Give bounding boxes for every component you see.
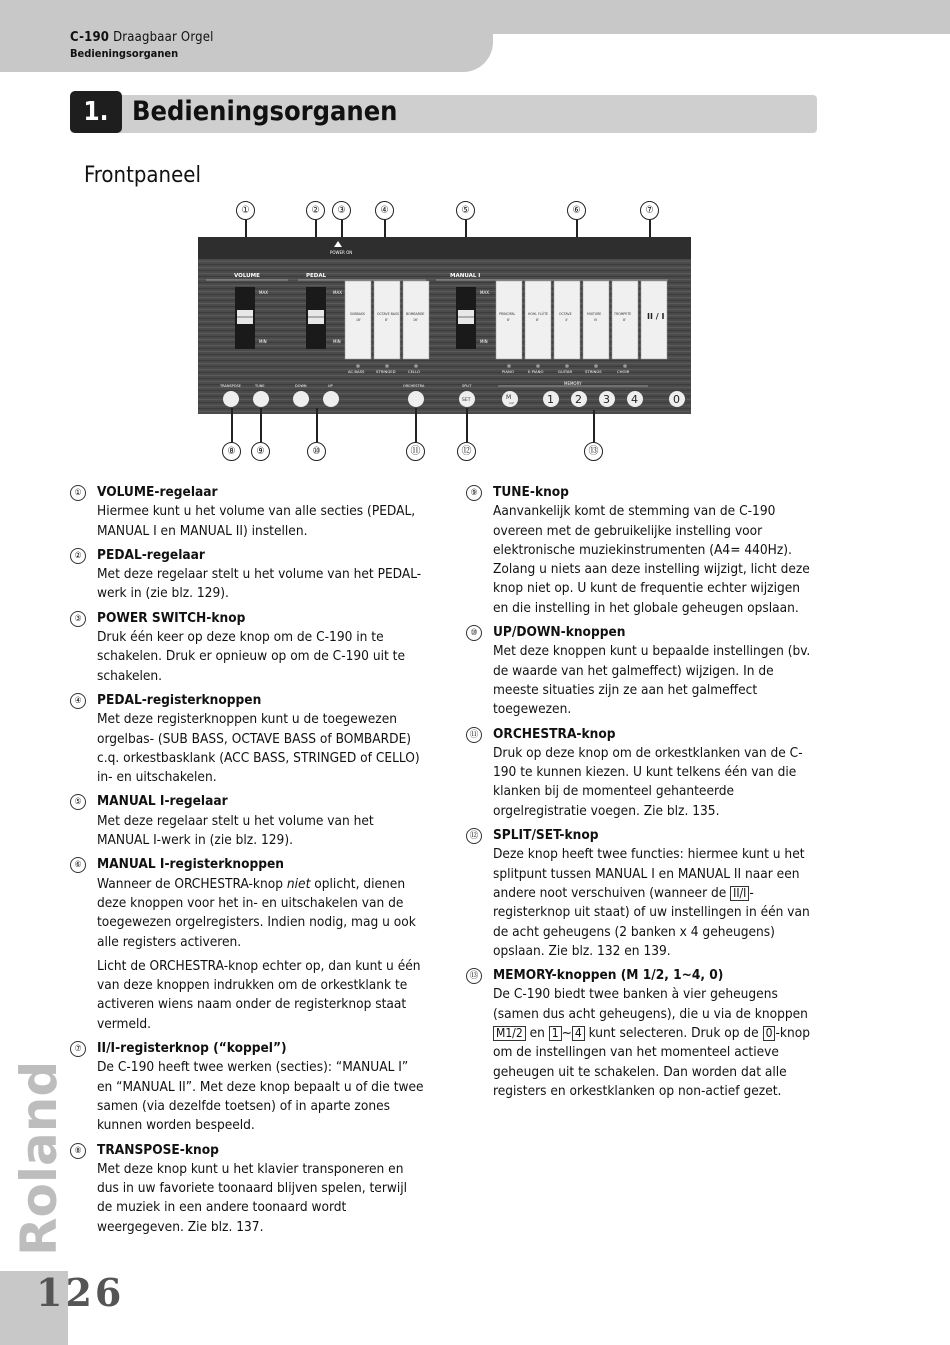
callout-3: ③: [332, 201, 351, 220]
svg-text:PRINCIPAL: PRINCIPAL: [499, 312, 516, 316]
svg-text:STRINGS: STRINGS: [585, 369, 602, 374]
svg-text:HOHL FLÖTE: HOHL FLÖTE: [528, 312, 549, 316]
item-orchestra: ⑪ ORCHESTRA-knop Druk op deze knop om de orkestklanken van de C-190 te kunnen kiezen. U kunt telkens één van die klanken bij de momenteel gehanteerde orgelregistratie voegen. Zie blz. 135.: [466, 725, 818, 821]
item-power: ③ POWER SWITCH-knop Druk één keer op deze knop om de C-190 in te schakelen. Druk er opnieuw op om de C-190 uit te schakelen.: [70, 609, 425, 686]
callout-7: ⑦: [640, 201, 659, 220]
svg-text:UP: UP: [328, 384, 333, 388]
page-number: 126: [36, 1270, 125, 1315]
callout-line-12: [466, 408, 468, 442]
svg-text:BOMBARDE: BOMBARDE: [406, 312, 425, 316]
svg-text:MEMORY: MEMORY: [564, 381, 582, 386]
front-panel-illustration: [198, 237, 691, 414]
svg-text:DOWN: DOWN: [295, 384, 307, 388]
right-column: [466, 483, 818, 1106]
svg-text:IV: IV: [594, 318, 598, 322]
down-button[interactable]: [293, 391, 309, 407]
left-column: [70, 483, 425, 1242]
transpose-button[interactable]: [223, 391, 239, 407]
pedal-register-tabs: [345, 281, 429, 359]
callout-line-8: [231, 408, 233, 442]
item-split-set: ⑫ SPLIT/SET-knop Deze knop heeft twee functies: hiermee kunt u het splitpunt tussen MANUAL I en MANUAL II naar een andere noot verschuiven (wanneer de II/I -registerknop uit staat) of uw instellingen in één van de acht geheugens (2 banken x 4 geheugens) opslaan. Zie blz. 132 en 139.: [466, 826, 818, 961]
item-volume: ① VOLUME-regelaar Hiermee kunt u het volume van alle secties (PEDAL, MANUAL I en MANUAL II) instellen.: [70, 483, 425, 541]
callout-line-13: [593, 410, 595, 442]
item-up-down: ⑩ UP/DOWN-knoppen Met deze knoppen kunt u bepaalde instellingen (bv. de waarde van het galmeffect) wijzigen. In de meeste situaties zijn ze aan het galmeffect toegewezen.: [466, 623, 818, 719]
tune-button[interactable]: [253, 391, 269, 407]
item-manual: ⑤ MANUAL I-regelaar Met deze regelaar stelt u het volume van het MANUAL I-werk in (zie blz. 129).: [70, 792, 425, 850]
callout-line-10: [316, 408, 318, 442]
subsection-title: Frontpaneel: [84, 163, 201, 188]
svg-text:AC.BASS: AC.BASS: [348, 369, 365, 374]
svg-text:MAX: MAX: [480, 290, 489, 295]
item-tune: ⑨ TUNE-knop Aanvankelijk komt de stemming van de C-190 overeen met de gebruikelijke instelling voor elektronische muziekinstrumenten (A4= 440Hz). Zolang u niets aan deze instelling wijzigt, licht deze knop niet op. U kunt de frequentie echter wijzigen en die instelling in het globale geheugen opslaan.: [466, 483, 818, 618]
item-pedal: ② PEDAL-regelaar Met deze regelaar stelt u het volume van het PEDAL-werk in (zie blz. 129).: [70, 546, 425, 604]
pedal-label: PEDAL: [306, 273, 327, 279]
svg-text:8': 8': [507, 318, 510, 322]
svg-text:0: 0: [673, 393, 680, 406]
svg-text:TRANSPOSE: TRANSPOSE: [220, 384, 241, 388]
manual-label: MANUAL I: [450, 273, 481, 279]
svg-text:PIANO: PIANO: [502, 369, 514, 374]
svg-text:SPLIT: SPLIT: [462, 384, 472, 388]
svg-text:M: M: [506, 394, 512, 401]
callout-8: ⑧: [222, 442, 241, 461]
item-manual-registers: ⑥ MANUAL I-registerknoppen Wanneer de ORCHESTRA-knop niet oplicht, dienen deze knoppen voor het in- en uitschakelen van de toegewezen orgelregisters. Indien nodig, mag u ook alle registers activeren. Licht de ORCHESTRA-knop echter op, dan kunt u één van deze knoppen indrukken om de orkestklank te activeren wiens naam onder de registerknop staat vermeld.: [70, 855, 425, 1034]
svg-text:SUBBASS: SUBBASS: [350, 312, 365, 316]
svg-text:OCTAVE: OCTAVE: [559, 312, 572, 316]
volume-label: VOLUME: [234, 273, 260, 279]
callout-6: ⑥: [567, 201, 586, 220]
svg-text:MIXTURE: MIXTURE: [587, 312, 602, 316]
roland-logo: [10, 1060, 68, 1260]
svg-text:STRINGED: STRINGED: [376, 369, 396, 374]
item-pedal-registers: ④ PEDAL-registerknoppen Met deze registerknoppen kunt u de toegewezen orgelbas- (SUB BASS, OCTAVE BASS of BOMBARDE) c.q. orkestbasklank (ACC BASS, STRINGED of CELLO) in- en uitschakelen.: [70, 691, 425, 787]
svg-text:8': 8': [623, 318, 626, 322]
svg-text:SET: SET: [462, 398, 471, 403]
callout-9: ⑨: [251, 442, 270, 461]
svg-text:3: 3: [603, 393, 610, 406]
orchestra-button[interactable]: [408, 391, 424, 407]
section-title: Bedieningsorganen: [132, 96, 398, 127]
svg-text:ORCHESTRA: ORCHESTRA: [403, 384, 425, 388]
power-label: POWER ON: [330, 250, 353, 255]
svg-text:Roland: Roland: [10, 1060, 68, 1256]
svg-text:MAX: MAX: [333, 290, 342, 295]
callout-line-9: [260, 408, 262, 442]
callout-10: ⑩: [307, 442, 326, 461]
callout-5: ⑤: [456, 201, 475, 220]
svg-text:1/2: 1/2: [509, 401, 514, 405]
item-memory: ⑬ MEMORY-knoppen (M 1/2, 1~4, 0) De C-190 biedt twee banken à vier geheugens (samen dus acht geheugens), die u via de knoppen M1/2 en 1 ~ 4 kunt selecteren. Druk op de 0 -knop om de instellingen van het momenteel actieve geheugen uit te schakelen. Dan worden dat alle registers en orkestklanken op non-actief gezet.: [466, 966, 818, 1101]
svg-text:8': 8': [385, 318, 388, 322]
header-subtitle: Bedieningsorganen: [70, 47, 179, 60]
callout-13: ⑬: [584, 442, 603, 461]
svg-text:16': 16': [413, 318, 418, 322]
svg-text:CELLO: CELLO: [408, 369, 421, 374]
svg-text:8': 8': [536, 318, 539, 322]
coupler-tab-label: II / I: [647, 312, 665, 321]
svg-text:4': 4': [565, 318, 568, 322]
callout-11: ⑪: [406, 442, 425, 461]
callout-2: ②: [306, 201, 325, 220]
svg-text:4: 4: [631, 393, 638, 406]
svg-text:E.PIANO: E.PIANO: [528, 369, 544, 374]
svg-text:2: 2: [575, 393, 582, 406]
header-title: C-190 Draagbaar Orgel: [70, 30, 214, 45]
svg-text:TUNE: TUNE: [255, 384, 265, 388]
svg-text:GUITAR: GUITAR: [558, 369, 573, 374]
callout-line-11: [415, 408, 417, 442]
svg-text:TROMPETE: TROMPETE: [614, 312, 632, 316]
callout-1: ①: [236, 201, 255, 220]
item-transpose: ⑧ TRANSPOSE-knop Met deze knop kunt u het klavier transponeren en dus in uw favoriete toonaard blijven spelen, terwijl de muziek in een andere toonaard wordt weergegeven. Zie blz. 137.: [70, 1141, 425, 1237]
section-number: 1.: [70, 91, 122, 133]
svg-text:16': 16': [356, 318, 361, 322]
svg-text:MIN: MIN: [333, 339, 341, 344]
svg-text:OCTAVE BASS: OCTAVE BASS: [377, 312, 400, 316]
svg-text:MIN: MIN: [480, 339, 488, 344]
up-button[interactable]: [323, 391, 339, 407]
svg-text:MAX: MAX: [259, 290, 268, 295]
svg-text:1: 1: [547, 393, 554, 406]
callout-12: ⑫: [457, 442, 476, 461]
callout-4: ④: [375, 201, 394, 220]
svg-text:MIN: MIN: [259, 339, 267, 344]
svg-text:CHOIR: CHOIR: [617, 369, 630, 374]
item-coupler: ⑦ II/I-registerknop (“koppel”) De C-190 heeft twee werken (secties): “MANUAL I” en “MANUAL II”. Met deze knop bepaalt u of die twee samen (via dezelfde toetsen) of in aparte zones kunnen worden bespeeld.: [70, 1039, 425, 1135]
